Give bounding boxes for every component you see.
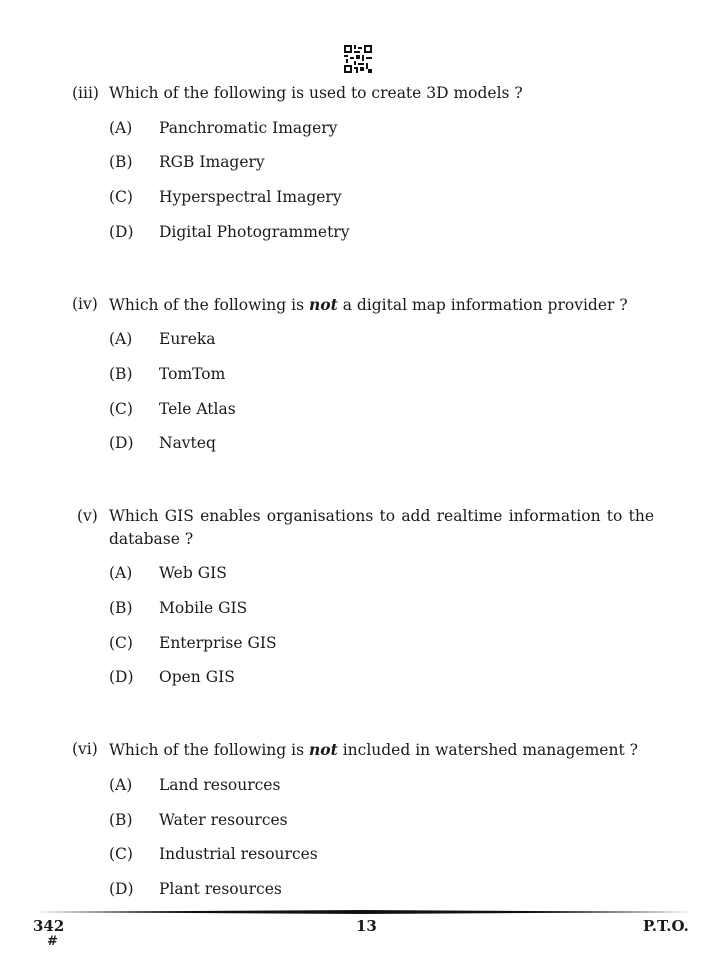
option-b — [0, 151, 727, 173]
pto-label: P.T.O. — [643, 917, 689, 935]
option-label: (D) — [109, 668, 134, 686]
question-text: Which of the following is not included in watershed management ? — [109, 740, 638, 759]
question-number: (vi) — [72, 740, 98, 758]
option-label: (D) — [109, 880, 134, 898]
option-text: Hyperspectral Imagery — [159, 188, 342, 206]
question-text: Which of the following is used to create 3D models ? — [109, 84, 523, 102]
question-number: (v) — [77, 507, 98, 525]
footer-rule — [34, 910, 694, 914]
option-b — [0, 809, 727, 831]
option-text: Tele Atlas — [159, 400, 236, 418]
question-number: (iii) — [72, 84, 99, 102]
option-text: Panchromatic Imagery — [159, 119, 338, 137]
option-d — [0, 878, 727, 900]
option-c — [0, 398, 727, 420]
option-label: (B) — [109, 365, 133, 383]
option-label: (B) — [109, 811, 133, 829]
option-a — [0, 328, 727, 350]
option-b — [0, 363, 727, 385]
option-text: Industrial resources — [159, 845, 318, 863]
option-text: Mobile GIS — [159, 599, 248, 617]
option-a — [0, 774, 727, 796]
option-text: Eureka — [159, 330, 216, 348]
option-label: (C) — [109, 845, 133, 863]
option-text: Open GIS — [159, 668, 235, 686]
option-text: Web GIS — [159, 564, 227, 582]
option-d — [0, 221, 727, 243]
option-text: Plant resources — [159, 880, 282, 898]
option-d — [0, 432, 727, 454]
option-text: Digital Photogrammetry — [159, 223, 350, 241]
option-d — [0, 666, 727, 688]
option-label: (A) — [109, 330, 133, 348]
option-b — [0, 597, 727, 619]
option-text: Land resources — [159, 776, 281, 794]
emphasis-text: not — [308, 295, 338, 314]
option-label: (A) — [109, 564, 133, 582]
question-text: Which of the following is not a digital map information provider ? — [109, 295, 628, 314]
option-a — [0, 562, 727, 584]
option-text: Water resources — [159, 811, 288, 829]
option-label: (C) — [109, 400, 133, 418]
paper-code: 342 — [33, 917, 65, 935]
option-text: RGB Imagery — [159, 153, 265, 171]
option-c — [0, 843, 727, 865]
question-number: (iv) — [72, 295, 98, 313]
option-label: (B) — [109, 153, 133, 171]
option-label: (B) — [109, 599, 133, 617]
option-label: (C) — [109, 188, 133, 206]
option-label: (D) — [109, 434, 134, 452]
option-label: (A) — [109, 119, 133, 137]
option-c — [0, 632, 727, 654]
option-label: (A) — [109, 776, 133, 794]
option-text: TomTom — [159, 365, 226, 383]
option-text: Navteq — [159, 434, 216, 452]
option-label: (C) — [109, 634, 133, 652]
option-label: (D) — [109, 223, 134, 241]
emphasis-text: not — [308, 740, 338, 759]
option-text: Enterprise GIS — [159, 634, 277, 652]
qr-code-icon — [344, 45, 372, 73]
paper-hash: # — [47, 934, 58, 949]
question-text: Which GIS enables organisations to add realtime information to the database ? — [109, 507, 654, 548]
option-c — [0, 186, 727, 208]
option-a — [0, 117, 727, 139]
page-number: 13 — [356, 917, 377, 935]
